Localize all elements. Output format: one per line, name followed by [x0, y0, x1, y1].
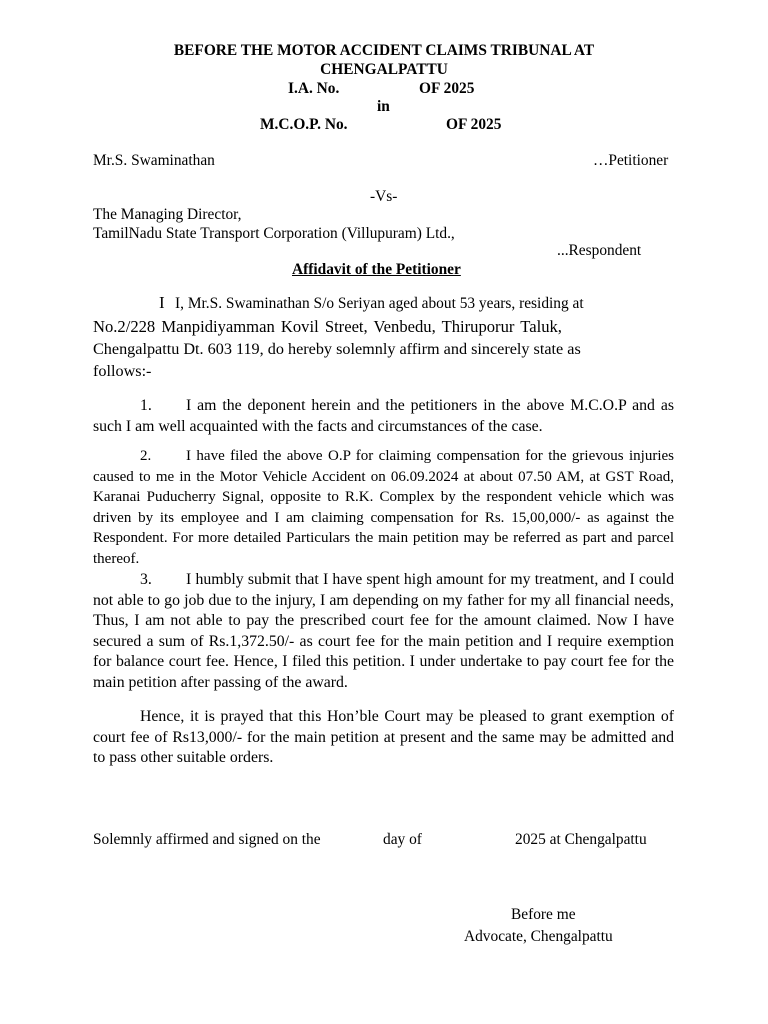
- ia-label: I.A. No.: [288, 80, 340, 97]
- before-me-text: Before me: [511, 906, 576, 923]
- paragraph-3: [93, 570, 674, 694]
- solemnly-affirmed-text: Solemnly affirmed and signed on the: [93, 831, 321, 848]
- intro-line2: No.2/228 Manpidiyamman Kovil Street, Venbedu, Thiruporur Taluk,: [93, 317, 562, 336]
- in-label: in: [377, 98, 390, 115]
- respondent-line2: TamilNadu State Transport Corporation (Villupuram) Ltd.,: [93, 225, 455, 242]
- court-title-line1: BEFORE THE MOTOR ACCIDENT CLAIMS TRIBUNAL AT: [173, 42, 595, 59]
- paragraph-1: [93, 396, 674, 437]
- paragraph-2-text: I have filed the above O.P for claiming compensation for the grievous injuries caused to me in the Motor Vehicle Accident on 06.09.2024 at about 07.50 AM, at GST Road, Karanai Puducherry Signal, opposite to R.K. Complex by the respondent vehicle which was driven by its employee and I am claiming compensation for Rs. 15,00,000/- as against the Respondent. For more detailed Particulars the main petition may be referred as part and parcel thereof.: [93, 448, 674, 567]
- mcop-year: OF 2025: [446, 116, 502, 133]
- paragraph-2: [93, 446, 674, 570]
- intro-line1: I, Mr.S. Swaminathan S/o Seriyan aged about 53 years, residing at: [175, 295, 584, 312]
- court-title-line2: CHENGALPATTU: [320, 61, 448, 78]
- ia-year: OF 2025: [419, 80, 475, 97]
- respondent-role: ...Respondent: [557, 242, 642, 259]
- paragraph-1-number: 1.: [140, 397, 152, 414]
- paragraph-1-text: I am the deponent herein and the petitioners in the above M.C.O.P and as such I am well acquainted with the facts and circumstances of the case.: [93, 397, 674, 435]
- paragraph-3-text: I humbly submit that I have spent high amount for my treatment, and I could not able to go job due to the injury, I am depending on my father for my all financial needs, Thus, I am not able to pay the prescribed court fee for the amount claimed. Now I have secured a sum of Rs.1,372.50/- as court fee for the main petition and I require exemption for balance court fee. Hence, I filed this petition. I under undertake to pay court fee for the main petition after passing of the award.: [93, 571, 674, 691]
- mcop-label: M.C.O.P. No.: [260, 116, 348, 133]
- affidavit-title: Affidavit of the Petitioner: [292, 261, 461, 278]
- paragraph-2-number: 2.: [140, 448, 152, 464]
- intro-drop-letter: I: [159, 293, 165, 312]
- versus-label: -Vs-: [370, 188, 398, 205]
- petitioner-name: Mr.S. Swaminathan: [93, 152, 215, 169]
- intro-line3: Chengalpattu Dt. 603 119, do hereby solemnly affirm and sincerely state as: [93, 340, 581, 358]
- respondent-line1: The Managing Director,: [93, 206, 242, 223]
- prayer-paragraph: Hence, it is prayed that this Hon’ble Court may be pleased to grant exemption of court fee of Rs13,000/- for the main petition at present and the same may be admitted and to pass other suitable orders.: [93, 708, 674, 767]
- paragraph-3-number: 3.: [140, 571, 152, 588]
- advocate-text: Advocate, Chengalpattu: [464, 928, 613, 945]
- petitioner-role: …Petitioner: [593, 152, 669, 169]
- intro-line4: follows:-: [93, 362, 152, 380]
- day-of-text: day of: [383, 831, 422, 848]
- year-place-text: 2025 at Chengalpattu: [515, 831, 647, 848]
